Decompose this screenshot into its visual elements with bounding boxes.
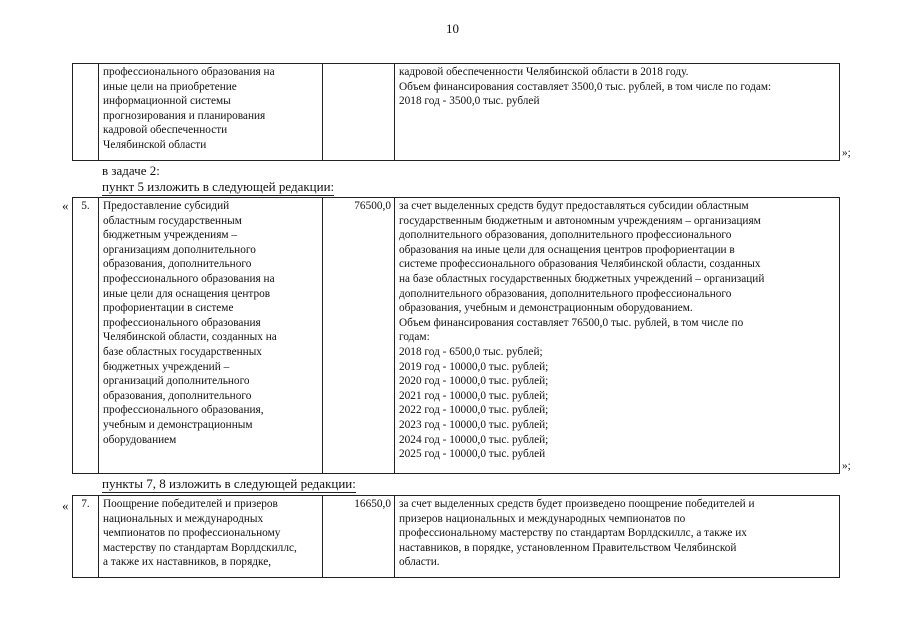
text-line: информационной системы	[103, 95, 231, 108]
text-line: 2023 год - 10000,0 тыс. рублей;	[399, 418, 549, 431]
heading-task: в задаче 2:	[102, 163, 160, 178]
text-line: иные цели для оснащения центров	[103, 287, 271, 300]
text-line: бюджетных учреждений –	[103, 360, 230, 373]
text-line: кадровой обеспеченности	[103, 124, 228, 137]
heading-items78: пункты 7, 8 изложить в следующей редакции:	[102, 476, 356, 491]
text-line: кадровой обеспеченности Челябинской области в 2018 году.	[399, 66, 689, 78]
cell-num: 5.	[73, 198, 99, 474]
text-line: за счет выделенных средств будут предоставляться субсидии областным	[399, 200, 749, 212]
text-line: образования, учебным и демонстрационным оборудованием.	[399, 302, 693, 315]
text-line: Челябинской области, созданных на	[103, 331, 277, 344]
table-continuation	[72, 63, 852, 161]
text-line: 2020 год - 10000,0 тыс. рублей;	[399, 375, 549, 388]
text-line: Предоставление субсидий	[103, 200, 230, 212]
text-line: мастерству по стандартам Ворлдскиллс,	[103, 541, 297, 554]
text-line: прогнозирования и планирования	[103, 109, 266, 122]
text-line: 2025 год - 10000,0 тыс. рублей	[399, 448, 546, 461]
text-line: бюджетным учреждениям –	[103, 229, 238, 242]
page-number: 10	[446, 21, 459, 36]
text-line: оборудованием	[103, 433, 177, 446]
text-line: базе областных государственных	[103, 345, 262, 358]
heading-item5: пункт 5 изложить в следующей редакции:	[102, 179, 335, 194]
text-line: Объем финансирования составляет 76500,0 тыс. рублей, в том числе по	[399, 316, 744, 329]
opening-quote: «	[62, 498, 69, 513]
text-line: организациям дополнительного	[103, 243, 256, 256]
text-line: годам:	[399, 331, 430, 344]
text-line: системе профессионального образования Челябинской области, созданных	[399, 258, 761, 271]
cell-measure-description	[99, 64, 323, 161]
text-line: профессиональному мастерству по стандартам Ворлдскиллс, а также их	[399, 527, 747, 540]
text-line: образования, дополнительного	[103, 258, 252, 271]
text-line: организаций дополнительного	[103, 375, 250, 388]
opening-quote: «	[62, 198, 69, 213]
cell-amount	[323, 64, 395, 161]
text-line: 2024 год - 10000,0 тыс. рублей;	[399, 433, 549, 446]
text-line: областным государственным	[103, 214, 242, 227]
cell-amount: 76500,0	[323, 198, 395, 474]
text-line: Челябинской области	[103, 138, 207, 151]
text-line: 2021 год - 10000,0 тыс. рублей;	[399, 389, 549, 402]
cell-num: 7.	[73, 496, 99, 578]
text-line: образования на иные цели для оснащения центров профориентации в	[399, 243, 735, 256]
text-line: 2019 год - 10000,0 тыс. рублей;	[399, 360, 549, 373]
text-line: за счет выделенных средств будет произведено поощрение победителей и	[399, 498, 755, 510]
table-item5	[72, 197, 852, 474]
text-line: национальных и международных	[103, 512, 264, 525]
cell-measure-detail	[395, 496, 840, 578]
text-line: 2018 год - 6500,0 тыс. рублей;	[399, 345, 543, 358]
text-line: призеров национальных и международных чемпионатов по	[399, 512, 686, 525]
text-line: образования, дополнительного	[103, 389, 252, 402]
text-line: 2022 год - 10000,0 тыс. рублей;	[399, 404, 549, 417]
cell-amount: 16650,0	[323, 496, 395, 578]
cell-measure-detail	[395, 64, 840, 161]
text-line: профессионального образования на	[103, 66, 275, 78]
cell-measure-detail	[395, 198, 840, 474]
text-line: 2018 год - 3500,0 тыс. рублей	[399, 95, 540, 108]
closing-quote: »;	[842, 459, 851, 472]
text-line: а также их наставников, в порядке,	[103, 556, 272, 569]
text-line: наставников, в порядке, установленном Правительством Челябинской	[399, 541, 737, 554]
text-line: дополнительного образования, дополнительного профессионального	[399, 229, 732, 242]
cell-measure-description	[99, 198, 323, 474]
text-line: Объем финансирования составляет 3500,0 тыс. рублей, в том числе по годам:	[399, 80, 772, 93]
cell-measure-description	[99, 496, 323, 578]
text-line: профориентации в системе	[103, 302, 234, 315]
text-line: Поощрение победителей и призеров	[103, 498, 278, 510]
text-line: иные цели на приобретение	[103, 80, 237, 93]
text-line: учебным и демонстрационным	[103, 418, 253, 431]
text-line: государственным бюджетным и автономным учреждениям – организациям	[399, 214, 761, 227]
cell-num	[73, 64, 99, 161]
text-line: профессионального образования на	[103, 272, 275, 285]
text-line: профессионального образования	[103, 316, 261, 329]
text-line: области.	[399, 556, 440, 569]
text-line: профессионального образования,	[103, 404, 264, 417]
text-line: дополнительного образования, дополнительного профессионального	[399, 287, 732, 300]
table-item7	[72, 495, 840, 578]
closing-quote: »;	[842, 146, 851, 159]
text-line: на базе областных государственных бюджетных учреждений – организаций	[399, 272, 765, 285]
text-line: чемпионатов по профессиональному	[103, 527, 281, 540]
